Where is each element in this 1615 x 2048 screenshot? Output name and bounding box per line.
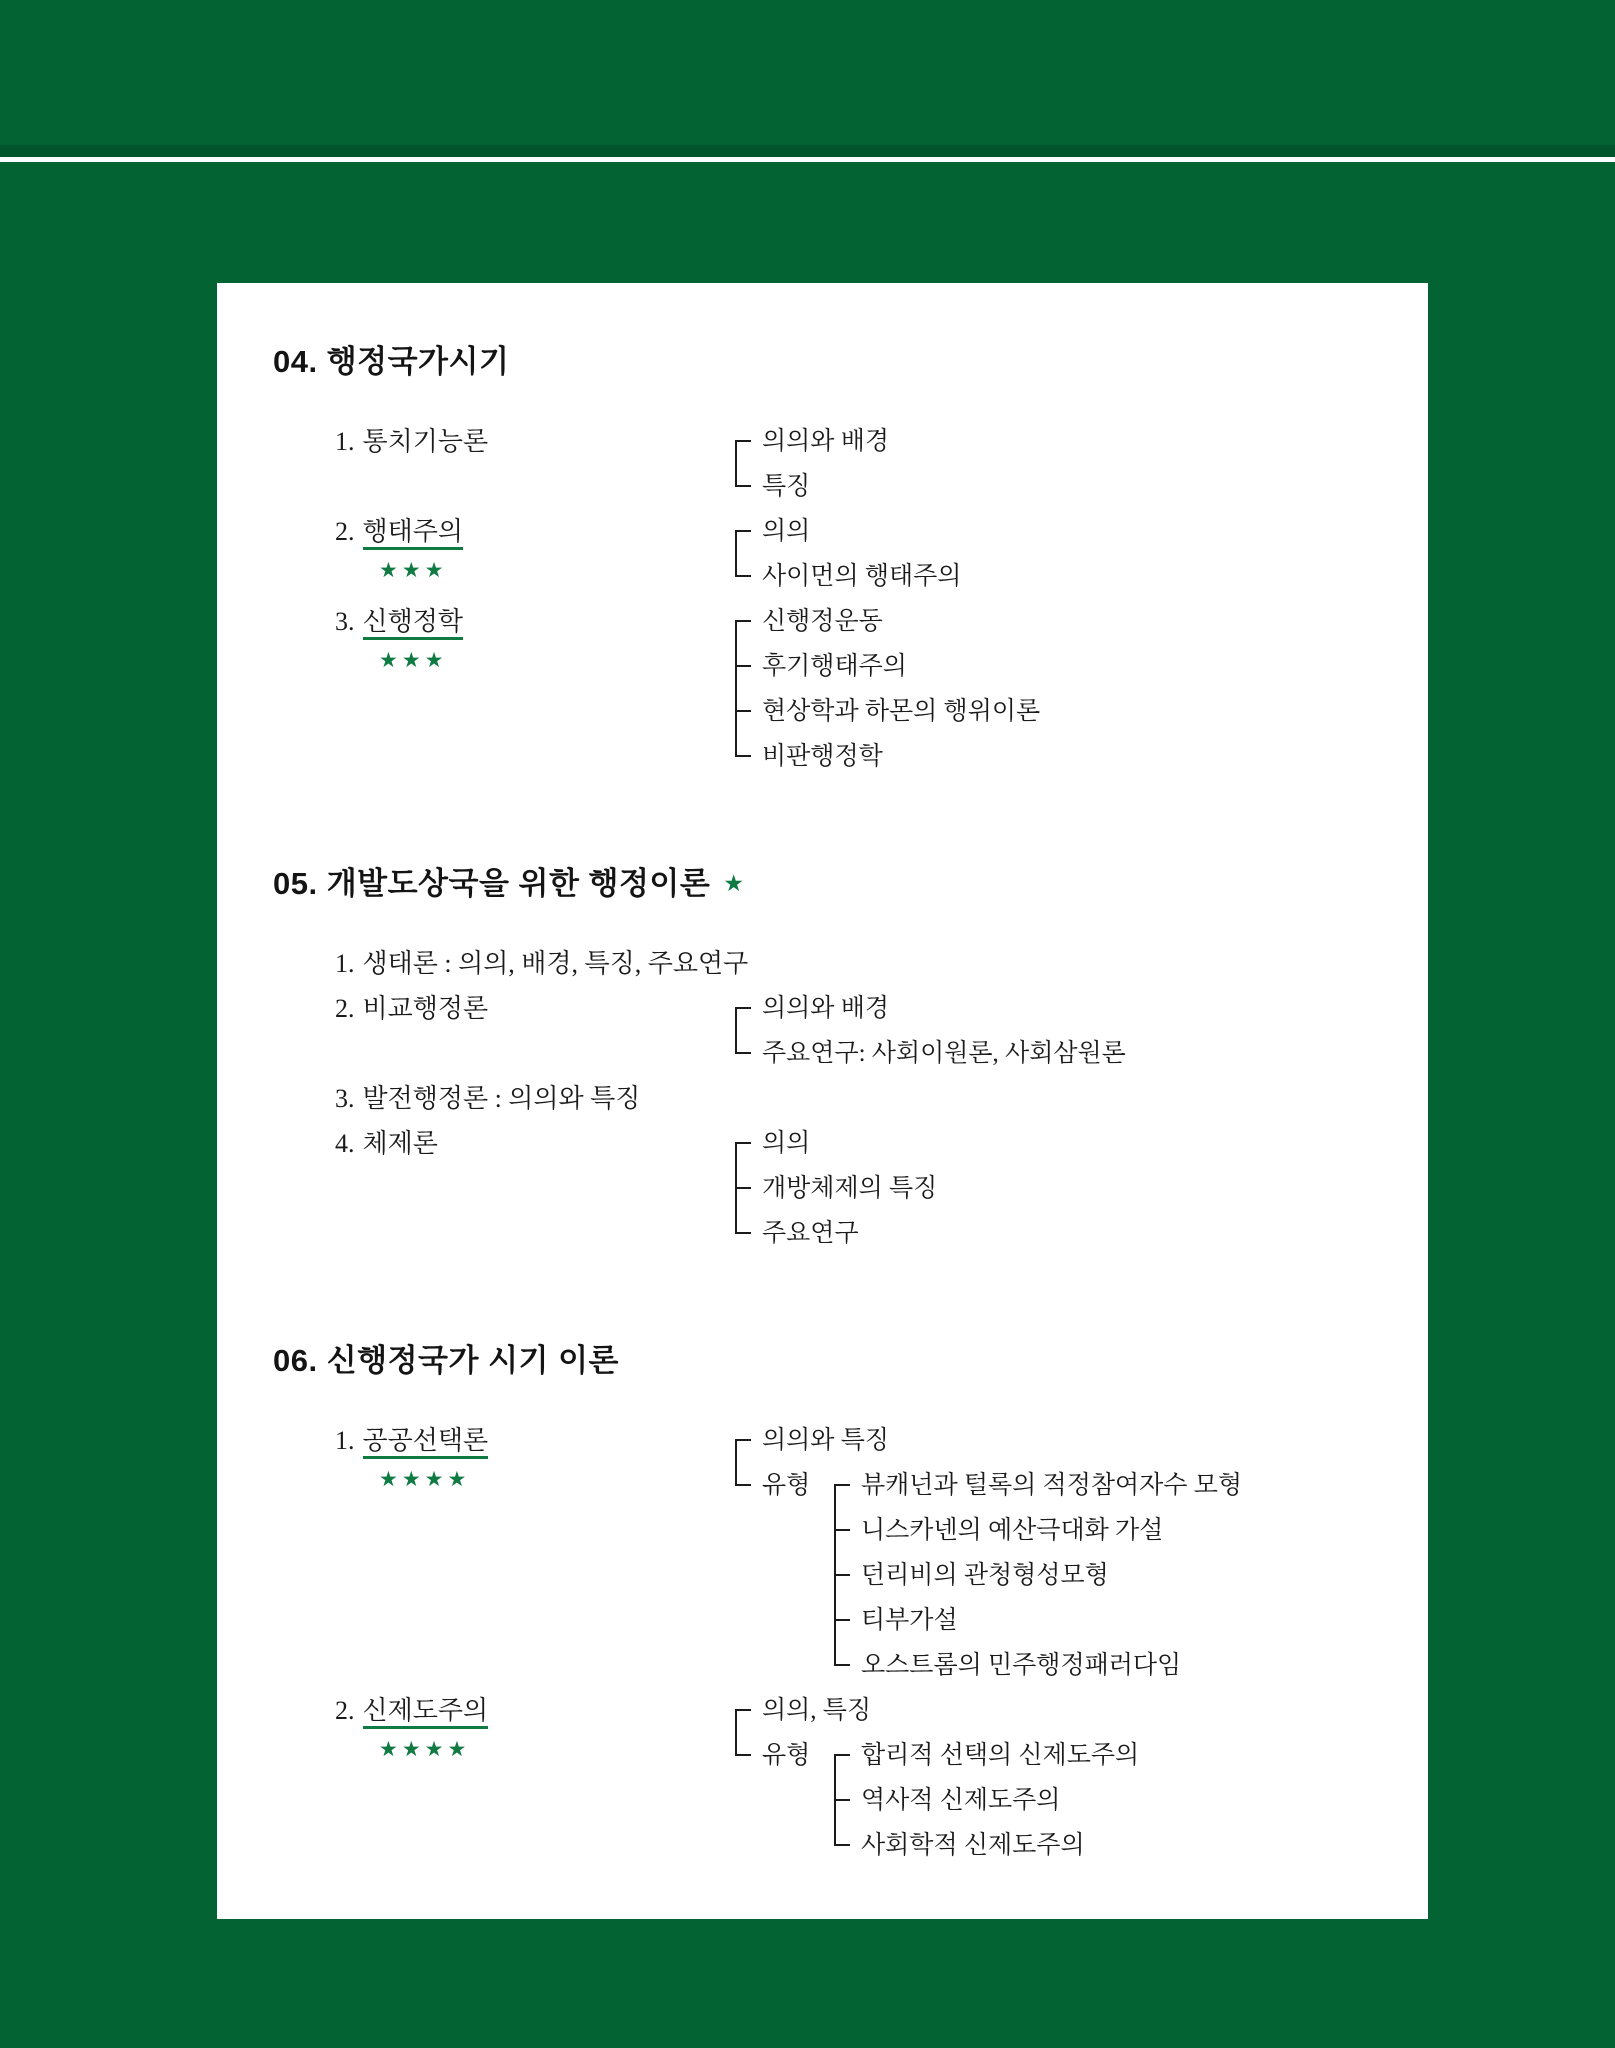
tree-row [762,644,1392,689]
list-item [335,599,1392,779]
card-content [217,283,1428,1919]
tree-label: 니스카넨의 예산극대화 가설 [861,1517,1164,1544]
bracket-tick [834,1754,850,1756]
item-label: 통치기능론 [362,427,489,456]
item-left [335,1418,735,1492]
list-item [335,1418,1392,1688]
tree-bracket [834,1733,1392,1868]
item-label: 생태론 : 의의, 배경, 특징, 주요연구 [362,949,749,978]
tree-row [762,986,1392,1031]
bracket-tick [735,440,751,442]
section [273,863,1392,1256]
bracket-tick [735,1007,751,1009]
tree-row [762,599,1392,644]
tree-label: 의의와 특징 [762,1427,890,1454]
tree-label: 후기행태주의 [762,653,907,680]
bracket-line [735,1709,737,1756]
tree-label: 의의 [762,1130,811,1157]
tree-label: 사회학적 신제도주의 [861,1832,1085,1859]
item-left [335,986,735,1031]
content-card [217,283,1428,1919]
tree-bracket [735,1418,1392,1688]
top-dark-strip [0,145,1615,157]
list-item [335,1688,1392,1868]
tree-bracket [834,1463,1392,1688]
tree-label: 의의, 특징 [762,1697,872,1724]
tree-label: 유형 [762,1472,811,1499]
tree-row [762,554,1392,599]
item-number: 1. [335,949,355,978]
item-line [335,941,748,986]
item-left [335,1688,735,1762]
bracket-line [735,1007,737,1054]
tree-row [762,1211,1392,1256]
tree-row [861,1553,1392,1598]
tree-bracket [735,509,1392,599]
tree-label: 주요연구 [762,1220,859,1247]
section-items [273,941,1392,1256]
tree-row [762,419,1392,464]
bracket-tick [735,485,751,487]
tree-row [762,1463,1392,1688]
tree-row [762,689,1392,734]
bracket-tick [735,665,751,667]
section-heading [273,1340,1392,1382]
item-number: 4. [335,1129,355,1158]
bracket-line [735,530,737,577]
section-heading [273,341,1392,383]
bracket-tick [735,1754,751,1756]
bracket-tick [735,1142,751,1144]
tree-row [861,1778,1392,1823]
tree-label: 오스트롬의 민주행정패러다임 [861,1652,1182,1679]
tree-row [762,464,1392,509]
section-title: 행정국가시기 [317,344,510,379]
tree-row [861,1823,1392,1868]
tree-label: 신행정운동 [762,608,883,635]
list-item [335,419,1392,509]
importance-stars: ★★★ [379,558,448,582]
item-number: 3. [335,1084,355,1113]
item-left [335,941,748,986]
bracket-tick [834,1799,850,1801]
tree-label: 의의와 배경 [762,995,890,1022]
tree-row [762,1121,1392,1166]
item-line [335,986,735,1031]
item-line [335,419,735,464]
bracket-tick [834,1484,850,1486]
section-number: 04. [273,344,318,379]
tree-label: 티부가설 [861,1607,958,1634]
bracket-tick [735,530,751,532]
item-label: 발전행정론 : 의의와 특징 [362,1084,641,1113]
bracket-tick [834,1529,850,1531]
item-line [335,1688,735,1733]
top-divider-line [0,157,1615,162]
tree-label: 특징 [762,473,811,500]
item-line [335,599,735,644]
item-left [335,1121,735,1166]
section-heading [273,863,1392,905]
item-number: 2. [335,517,355,546]
item-label: 신행정학 [363,607,463,640]
tree-label: 개방체제의 특징 [762,1175,938,1202]
item-line [335,1121,735,1166]
tree-row [762,509,1392,554]
section-title: 개발도상국을 위한 행정이론 [317,866,711,901]
tree-row [762,1688,1392,1733]
tree-label: 주요연구: 사회이원론, 사회삼원론 [762,1040,1126,1067]
bracket-tick [735,755,751,757]
tree-label: 뷰캐넌과 털록의 적정참여자수 모형 [861,1472,1243,1499]
item-label: 공공선택론 [363,1426,489,1459]
tree-bracket [735,599,1392,779]
tree-row [861,1733,1392,1778]
importance-stars: ★★★ [379,648,448,672]
section-number: 06. [273,1343,318,1378]
list-item [335,509,1392,599]
tree-row [861,1463,1392,1508]
bracket-tick [735,1052,751,1054]
list-item [335,986,1392,1076]
list-item [335,1121,1392,1256]
star-icon: ★ [723,871,745,897]
tree-label: 의의와 배경 [762,428,890,455]
tree-label: 현상학과 하몬의 행위이론 [762,698,1041,725]
tree-bracket [735,1688,1392,1868]
bracket-tick [834,1574,850,1576]
item-number: 2. [335,994,355,1023]
tree-row [762,1031,1392,1076]
item-left [335,419,735,464]
tree-label: 의의 [762,518,811,545]
bracket-tick [834,1664,850,1666]
tree-label: 역사적 신제도주의 [861,1787,1061,1814]
bracket-tick [735,575,751,577]
item-left [335,599,735,673]
bracket-tick [735,1187,751,1189]
tree-row [861,1643,1392,1688]
tree-label: 던리비의 관청형성모형 [861,1562,1109,1589]
tree-label: 합리적 선택의 신제도주의 [861,1742,1140,1769]
item-label: 체제론 [362,1129,438,1158]
list-item [335,941,1392,986]
importance-stars: ★★★★ [379,1737,471,1761]
item-number: 2. [335,1696,355,1725]
item-number: 1. [335,427,355,456]
section-title: 신행정국가 시기 이론 [317,1343,619,1378]
bracket-tick [735,1484,751,1486]
tree-bracket [735,1121,1392,1256]
item-number: 3. [335,607,355,636]
tree-row [762,734,1392,779]
tree-label: 사이먼의 행태주의 [762,563,962,590]
bracket-tick [735,1232,751,1234]
tree-bracket [735,986,1392,1076]
tree-label: 비판행정학 [762,743,883,770]
bracket-tick [834,1619,850,1621]
section-number: 05. [273,866,318,901]
item-label: 비교행정론 [362,994,489,1023]
bracket-tick [834,1844,850,1846]
item-left [335,1076,640,1121]
item-left [335,509,735,583]
item-label: 행태주의 [363,517,463,550]
item-label: 신제도주의 [363,1696,489,1729]
section-items [273,1418,1392,1868]
section [273,341,1392,779]
section-items [273,419,1392,779]
bracket-line [735,440,737,487]
tree-label: 유형 [762,1742,811,1769]
bracket-tick [735,1439,751,1441]
tree-row [762,1733,1392,1868]
tree-row [762,1418,1392,1463]
bracket-tick [735,710,751,712]
bracket-line [735,1439,737,1486]
tree-row [861,1508,1392,1553]
item-line [335,1418,735,1463]
importance-stars: ★★★★ [379,1467,471,1491]
tree-row [762,1166,1392,1211]
bracket-tick [735,1709,751,1711]
bracket-tick [735,620,751,622]
item-number: 1. [335,1426,355,1455]
item-line [335,1076,640,1121]
item-line [335,509,735,554]
bracket-line [735,620,737,757]
tree-row [861,1598,1392,1643]
tree-bracket [735,419,1392,509]
section [273,1340,1392,1868]
list-item [335,1076,1392,1121]
